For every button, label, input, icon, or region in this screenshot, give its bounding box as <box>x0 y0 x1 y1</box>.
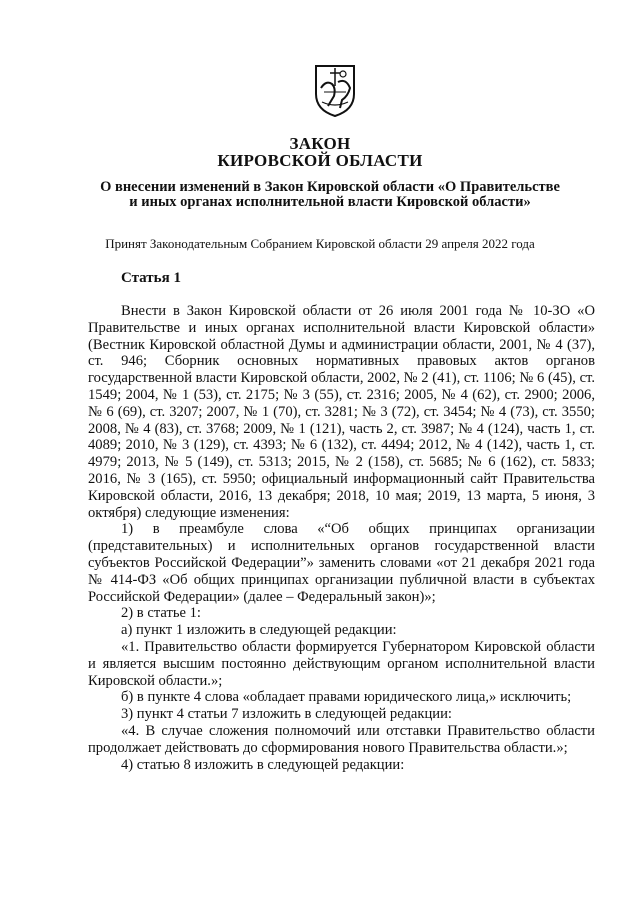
article-paragraph: а) пункт 1 изложить в следующей редакции: <box>121 622 397 639</box>
article-paragraph: «1. Правительство области формируется Губернатором Кировской области и является высшим постоянно действующим органом исполнительной власти Кировской области.»; <box>88 638 595 689</box>
article-paragraph: 2) в статье 1: <box>121 605 201 622</box>
article-paragraph: 1) в преамбуле слова «“Об общих принципах организации (представительных) и исполнительных органов государственной власти субъектов Российской Федерации”» заменить словами «от 21 декабря 2021 года № 414-ФЗ «Об общих принципах организации публичной власти в субъектах Российской Федерации» (далее – Федеральный закон)»; <box>88 521 595 605</box>
article-body <box>88 303 595 773</box>
article-heading: Статья 1 <box>121 270 181 286</box>
law-title: ЗАКОН <box>289 134 351 153</box>
kirov-region-coat-of-arms-icon <box>312 62 358 118</box>
region-title: КИРОВСКОЙ ОБЛАСТИ <box>217 151 423 170</box>
adoption-line: Принят Законодательным Собранием Кировской области 29 апреля 2022 года <box>105 236 535 251</box>
article-paragraph: б) в пункте 4 слова «обладает правами юридического лица,» исключить; <box>121 689 572 706</box>
article-paragraph: «4. В случае сложения полномочий или отставки Правительство области продолжает действовать до сформирования нового Правительства области.»; <box>88 722 595 756</box>
article-paragraph: Внести в Закон Кировской области от 26 июля 2001 года № 10-ЗО «О Правительстве и иных органах исполнительной власти Кировской области» (Вестник Кировской областной Думы и администрации области, 2001, № 4 (37), ст. 946; Сборник основных нормативных правовых актов органов государственной власти Кировской области, 2002, № 2 (41), ст. 1106; № 6 (45), ст. 1549; 2004, № 1 (53), ст. 2175; № 3 (55), ст. 2316; 2005, № 4 (62), ст. 2900; 2006, № 6 (69), ст. 3207; 2007, № 1 (70), ст. 3281; № 3 (72), ст. 3454; № 4 (73), ст. 3550; 2008, № 4 (83), ст. 3768; 2009, № 1 (121), часть 2, ст. 3987; № 4 (124), часть 1, ст. 4089; 2010, № 3 (129), ст. 4393; № 6 (132), ст. 4494; 2012, № 4 (142), часть 1, ст. 4979; 2013, № 5 (149), ст. 5313; 2015, № 2 (158), ст. 5685; № 6 (162), ст. 5833; 2016, № 3 (165), ст. 5950; официальный информационный сайт Правительства Кировской области, 2016, 13 декабря; 2018, 10 мая; 2019, 13 марта, 5 июня, 3 октября) следующие изменения: <box>88 303 595 521</box>
article-paragraph: 4) статью 8 изложить в следующей редакции: <box>121 756 405 773</box>
law-subtitle: О внесении изменений в Закон Кировской области «О Правительстве и иных органах исполнительной власти Кировской области» <box>100 179 560 210</box>
article-paragraph: 3) пункт 4 статьи 7 изложить в следующей редакции: <box>121 706 452 723</box>
